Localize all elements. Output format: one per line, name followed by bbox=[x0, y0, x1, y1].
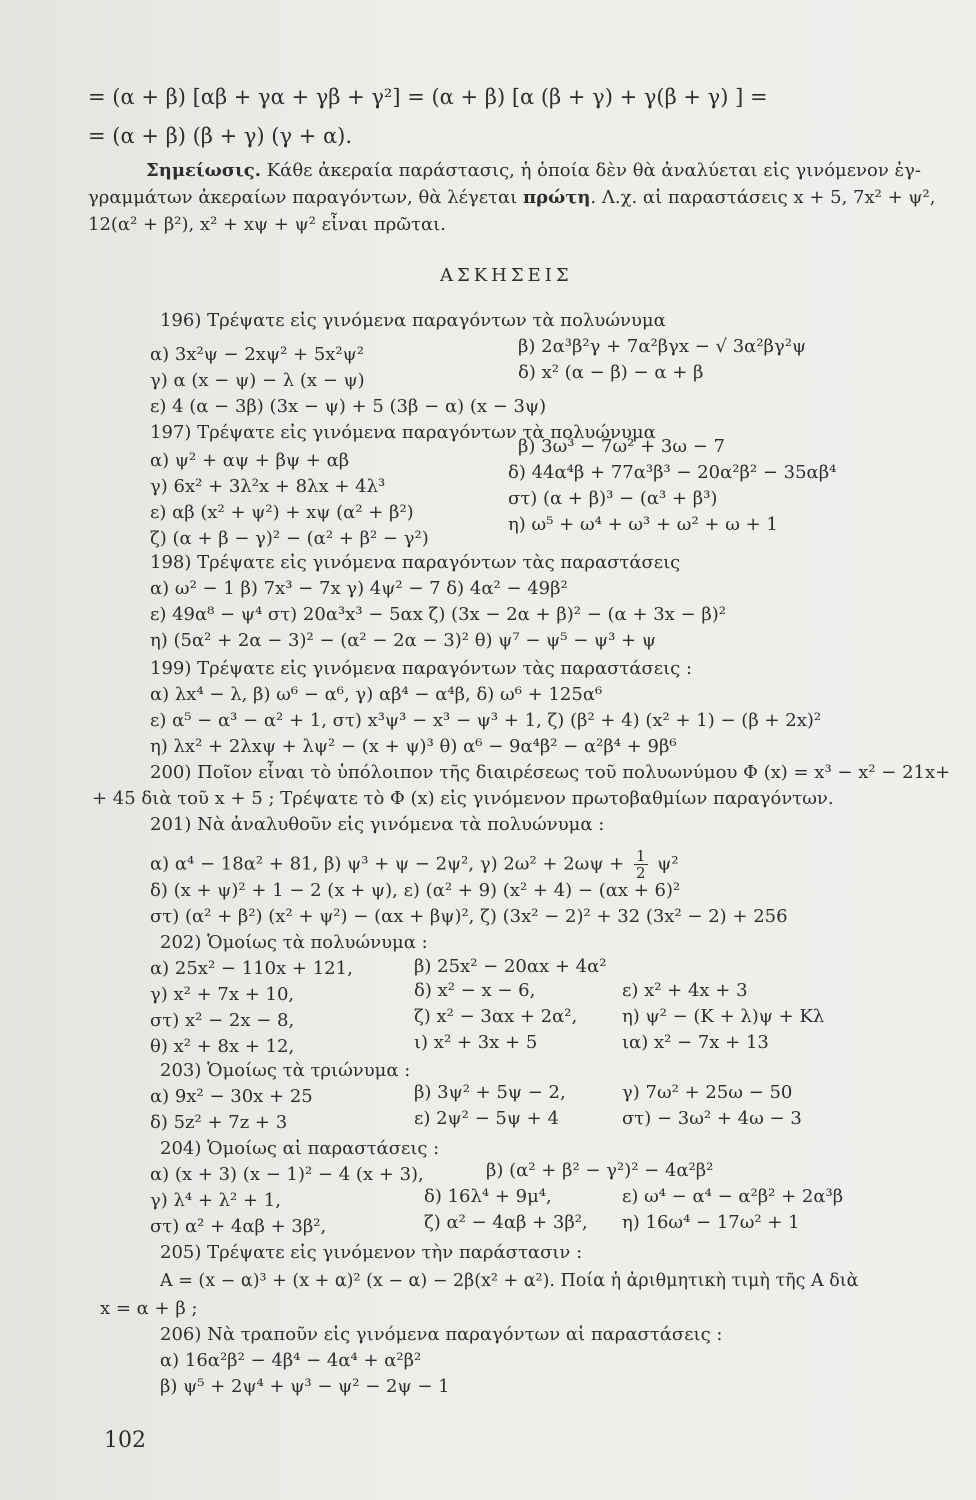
section-heading: ΑΣΚΗΣΕΙΣ bbox=[440, 265, 573, 286]
exercise-200-line-1: 200) Ποῖον εἶναι τὸ ὑπόλοιπον τῆς διαιρέσεως τοῦ πολυωνύμου Φ (x) = x³ − x² − 21x+ bbox=[150, 762, 951, 783]
exercise-197-h: η) ω⁵ + ω⁴ + ω³ + ω² + ω + 1 bbox=[508, 514, 778, 535]
exercise-203-st: στ) − 3ω² + 4ω − 3 bbox=[622, 1108, 802, 1129]
exercise-205-title: 205) Τρέψατε εἰς γινόμενον τὴν παράστασιν : bbox=[160, 1242, 583, 1263]
exercise-205-line-2: x = α + β ; bbox=[100, 1298, 198, 1319]
remark-label: Σημείωσις. bbox=[146, 160, 261, 181]
exercise-203-d: δ) 5z² + 7z + 3 bbox=[150, 1112, 288, 1133]
remark-text-2a: γραμμάτων ἀκεραίων παραγόντων, θὰ λέγεται bbox=[88, 187, 518, 208]
exercise-202-d: δ) x² − x − 6, bbox=[414, 980, 536, 1001]
equation-line-1: = (α + β) [αβ + γα + γβ + γ²] = (α + β) [α (β + γ) + γ(β + γ) ] = bbox=[88, 85, 768, 109]
exercise-199-line-1: α) λx⁴ − λ, β) ω⁶ − α⁶, γ) αβ⁴ − α⁴β, δ) ω⁶ + 125α⁶ bbox=[150, 684, 603, 705]
exercise-198-line-3: η) (5α² + 2α − 3)² − (α² − 2α − 3)² θ) ψ⁷ − ψ⁵ − ψ³ + ψ bbox=[150, 630, 656, 651]
fraction-denominator: 2 bbox=[635, 864, 646, 882]
exercise-201-line-3: στ) (α² + β²) (x² + ψ²) − (αx + βψ)², ζ) (3x² − 2)² + 32 (3x² − 2) + 256 bbox=[150, 906, 788, 927]
exercise-198-line-2: ε) 49α⁸ − ψ⁴ στ) 20α³x³ − 5αx ζ) (3x − 2α + β)² − (α + 3x − β)² bbox=[150, 604, 726, 625]
exercise-201-title: 201) Νὰ ἀναλυθοῦν εἰς γινόμενα τὰ πολυώνυμα : bbox=[150, 814, 605, 835]
remark-line-3: 12(α² + β²), x² + xψ + ψ² εἶναι πρῶται. bbox=[88, 214, 446, 235]
exercise-197-e: ε) αβ (x² + ψ²) + xψ (α² + β²) bbox=[150, 502, 414, 523]
exercise-204-c: γ) λ⁴ + λ² + 1, bbox=[150, 1190, 281, 1211]
exercise-203-title: 203) Ὁμοίως τὰ τριώνυμα : bbox=[160, 1060, 411, 1081]
exercise-199-line-2: ε) α⁵ − α³ − α² + 1, στ) x³ψ³ − x³ − ψ³ + 1, ζ) (β² + 4) (x² + 1) − (β + 2x)² bbox=[150, 710, 822, 731]
exercise-198-line-1: α) ω² − 1 β) 7x³ − 7x γ) 4ψ² − 7 δ) 4α² − 49β² bbox=[150, 578, 568, 599]
exercise-204-b: β) (α² + β² − γ²)² − 4α²β² bbox=[486, 1160, 714, 1181]
remark-text-2b: . Λ.χ. αἱ παραστάσεις x + 5, 7x² + ψ², bbox=[590, 187, 936, 208]
exercise-196-d: δ) x² (α − β) − α + β bbox=[518, 362, 704, 383]
exercise-201-line-1-text: α) α⁴ − 18α² + 81, β) ψ³ + ψ − 2ψ², γ) 2ω² + 2ωψ + bbox=[150, 853, 625, 875]
exercise-201-line-1-end: ψ² bbox=[657, 853, 679, 875]
exercise-204-h: η) 16ω⁴ − 17ω² + 1 bbox=[622, 1212, 800, 1233]
exercise-204-title: 204) Ὁμοίως αἱ παραστάσεις : bbox=[160, 1138, 440, 1159]
exercise-197-title: 197) Τρέψατε εἰς γινόμενα παραγόντων τὰ πολυώνυμα bbox=[150, 422, 656, 443]
exercise-197-a: α) ψ² + αψ + βψ + αβ bbox=[150, 450, 350, 471]
exercise-198-title: 198) Τρέψατε εἰς γινόμενα παραγόντων τὰς παραστάσεις bbox=[150, 552, 681, 573]
exercise-202-st: στ) x² − 2x − 8, bbox=[150, 1010, 295, 1031]
exercise-202-th: θ) x² + 8x + 12, bbox=[150, 1036, 295, 1057]
exercise-196-title: 196) Τρέψατε εἰς γινόμενα παραγόντων τὰ πολυώνυμα bbox=[160, 310, 666, 331]
fraction-numerator: 1 bbox=[635, 847, 646, 865]
exercise-197-c: γ) 6x² + 3λ²x + 8λx + 4λ³ bbox=[150, 476, 386, 497]
exercise-202-c: γ) x² + 7x + 10, bbox=[150, 984, 295, 1005]
exercise-201-line-1 bbox=[150, 848, 679, 881]
exercise-206-title: 206) Νὰ τραποῦν εἰς γινόμενα παραγόντων αἱ παραστάσεις : bbox=[160, 1324, 723, 1345]
exercise-205-line-1: Α = (x − α)³ + (x + α)² (x − α) − 2β(x² + α²). Ποία ἡ ἀριθμητικὴ τιμὴ τῆς Α διὰ bbox=[160, 1271, 859, 1291]
exercise-203-e: ε) 2ψ² − 5ψ + 4 bbox=[414, 1108, 559, 1129]
exercise-202-h: η) ψ² − (Κ + λ)ψ + Κλ bbox=[622, 1006, 825, 1027]
exercise-197-d: δ) 44α⁴β + 77α³β³ − 20α²β² − 35αβ⁴ bbox=[508, 462, 837, 483]
remark-text-1: Κάθε ἀκεραία παράστασις, ἡ ὁποία δὲν θὰ ἀναλύεται εἰς γινόμενον ἐγ- bbox=[266, 160, 922, 181]
exercise-202-ia: ια) x² − 7x + 13 bbox=[622, 1032, 769, 1053]
exercise-206-b: β) ψ⁵ + 2ψ⁴ + ψ³ − ψ² − 2ψ − 1 bbox=[160, 1376, 450, 1397]
remark-line-1 bbox=[146, 160, 921, 182]
page-number: 102 bbox=[104, 1428, 146, 1453]
exercise-204-e: ε) ω⁴ − α⁴ − α²β² + 2α³β bbox=[622, 1186, 844, 1207]
exercise-203-c: γ) 7ω² + 25ω − 50 bbox=[622, 1082, 793, 1103]
remark-line-2 bbox=[88, 187, 935, 209]
exercise-196-b: β) 2α³β²γ + 7α²βγx − √ 3α²βγ²ψ bbox=[518, 336, 807, 357]
exercise-199-title: 199) Τρέψατε εἰς γινόμενα παραγόντων τὰς παραστάσεις : bbox=[150, 658, 693, 679]
exercise-202-title: 202) Ὁμοίως τὰ πολυώνυμα : bbox=[160, 932, 428, 953]
exercise-197-st: στ) (α + β)³ − (α³ + β³) bbox=[508, 488, 718, 509]
exercise-196-a: α) 3x²ψ − 2xψ² + 5x²ψ² bbox=[150, 344, 364, 365]
fraction-one-half bbox=[634, 848, 648, 881]
exercise-202-i: ι) x² + 3x + 5 bbox=[414, 1032, 538, 1053]
exercise-196-e: ε) 4 (α − 3β) (3x − ψ) + 5 (3β − α) (x − 3ψ) bbox=[150, 396, 547, 417]
exercise-204-z: ζ) α² − 4αβ + 3β², bbox=[424, 1212, 588, 1233]
exercise-202-a: α) 25x² − 110x + 121, bbox=[150, 958, 353, 979]
exercise-202-b: β) 25x² − 20αx + 4α² bbox=[414, 956, 607, 977]
exercise-203-b: β) 3ψ² + 5ψ − 2, bbox=[414, 1082, 566, 1103]
exercise-204-a: α) (x + 3) (x − 1)² − 4 (x + 3), bbox=[150, 1164, 424, 1185]
exercise-206-a: α) 16α²β² − 4β⁴ − 4α⁴ + α²β² bbox=[160, 1350, 422, 1371]
exercise-204-st: στ) α² + 4αβ + 3β², bbox=[150, 1216, 327, 1237]
exercise-201-line-2: δ) (x + ψ)² + 1 − 2 (x + ψ), ε) (α² + 9) (x² + 4) − (αx + 6)² bbox=[150, 880, 681, 901]
exercise-197-z: ζ) (α + β − γ)² − (α² + β² − γ²) bbox=[150, 528, 429, 549]
equation-line-2: = (α + β) (β + γ) (γ + α). bbox=[88, 124, 353, 148]
exercise-199-line-3: η) λx² + 2λxψ + λψ² − (x + ψ)³ θ) α⁶ − 9α⁴β² − α²β⁴ + 9β⁶ bbox=[150, 736, 677, 757]
exercise-196-c: γ) α (x − ψ) − λ (x − ψ) bbox=[150, 370, 365, 391]
exercise-203-a: α) 9x² − 30x + 25 bbox=[150, 1086, 313, 1107]
remark-bold-word: πρώτη bbox=[522, 187, 591, 208]
exercise-197-b: β) 3ω³ − 7ω² + 3ω − 7 bbox=[518, 436, 725, 457]
exercise-200-line-2: + 45 διὰ τοῦ x + 5 ; Τρέψατε τὸ Φ (x) εἰς γινόμενον πρωτοβαθμίων παραγόντων. bbox=[92, 788, 834, 809]
exercise-204-d: δ) 16λ⁴ + 9μ⁴, bbox=[424, 1186, 552, 1207]
exercise-202-e: ε) x² + 4x + 3 bbox=[622, 980, 748, 1001]
exercise-202-z: ζ) x² − 3αx + 2α², bbox=[414, 1006, 578, 1027]
